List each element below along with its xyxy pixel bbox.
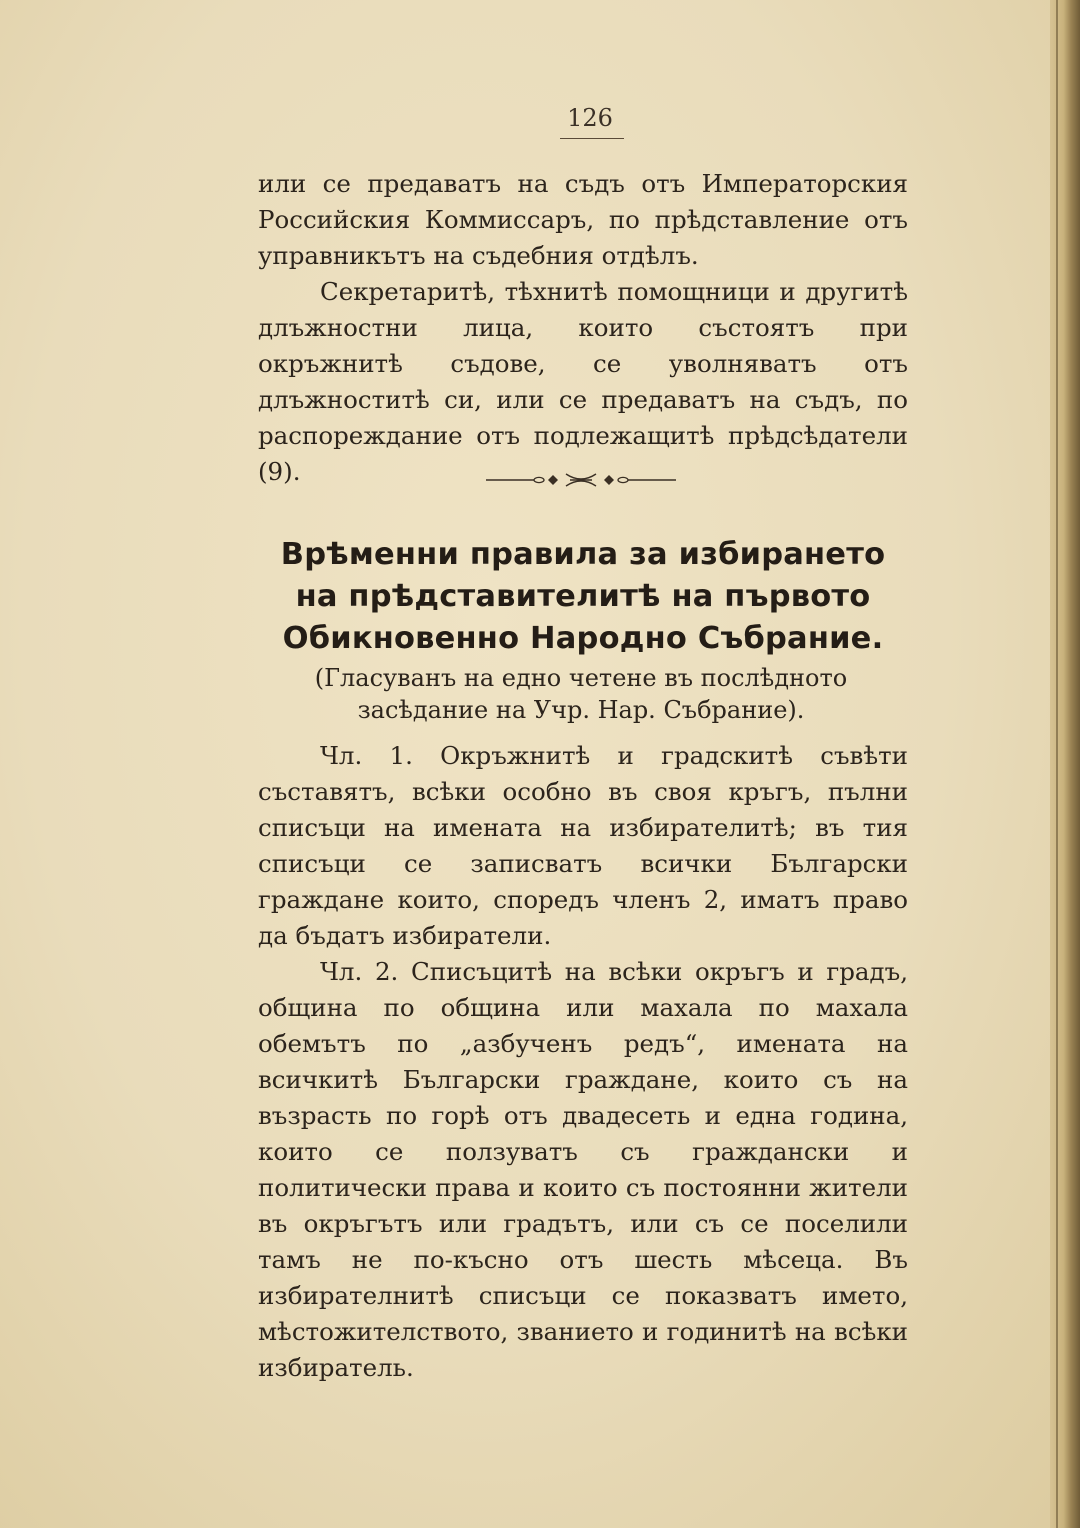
article-2: Чл. 2. Списъцитѣ на всѣки окръгъ и градъ, община по община или махала по махала обемътъ по „азбученъ редъ“, имената на всичкитѣ Български граждане, които съ на възрасть по горѣ отъ двадесеть и една година, които се ползуватъ съ граждански и политически права и които съ постоянни жители въ окръгътъ или градътъ, или съ се поселили тамъ не по-късно отъ шесть мѣсеца. Въ избирателнитѣ списъци се показватъ името, мѣстожителството, званието и годинитѣ на всѣки избиратель. [258,957,908,1382]
article-1: Чл. 1. Окръжнитѣ и градскитѣ съвѣти съставятъ, всѣки особно въ своя кръгъ, пълни списъци на имената на избирателитѣ; въ тия списъци се записватъ всички Български граждане които, споредъ членъ 2, иматъ право да бъдатъ избиратели. [258,741,908,950]
page-number-underline [560,138,624,139]
page-number: 126 [567,104,613,132]
section-title: Врѣменни правила за избирането на прѣдставителитѣ на първото Обикновенно Народно Събрание. [280,537,886,656]
articles-text [258,738,908,1386]
section-subtitle: (Гласуванъ на едно четене въ послѣдното засѣдание на Учр. Нар. Събрание). [314,664,848,724]
gutter-shadow-line [1056,0,1058,1528]
book-gutter [1050,0,1080,1528]
intro-paragraph-1: или се предаватъ на съдъ отъ Императорския Российския Коммиссаръ, по прѣдставление отъ управникътъ на съдебния отдѣлъ. [258,169,908,270]
intro-text [258,166,908,490]
section-divider-ornament [486,470,676,490]
intro-paragraph-2: Секретаритѣ, тѣхнитѣ помощници и другитѣ длъжностни лица, които състоятъ при окръжнитѣ съдове, се уволняватъ отъ длъжноститѣ си, или се предаватъ на съдъ, по распореждание отъ подлежащитѣ прѣдсѣдатели (9). [258,277,908,486]
